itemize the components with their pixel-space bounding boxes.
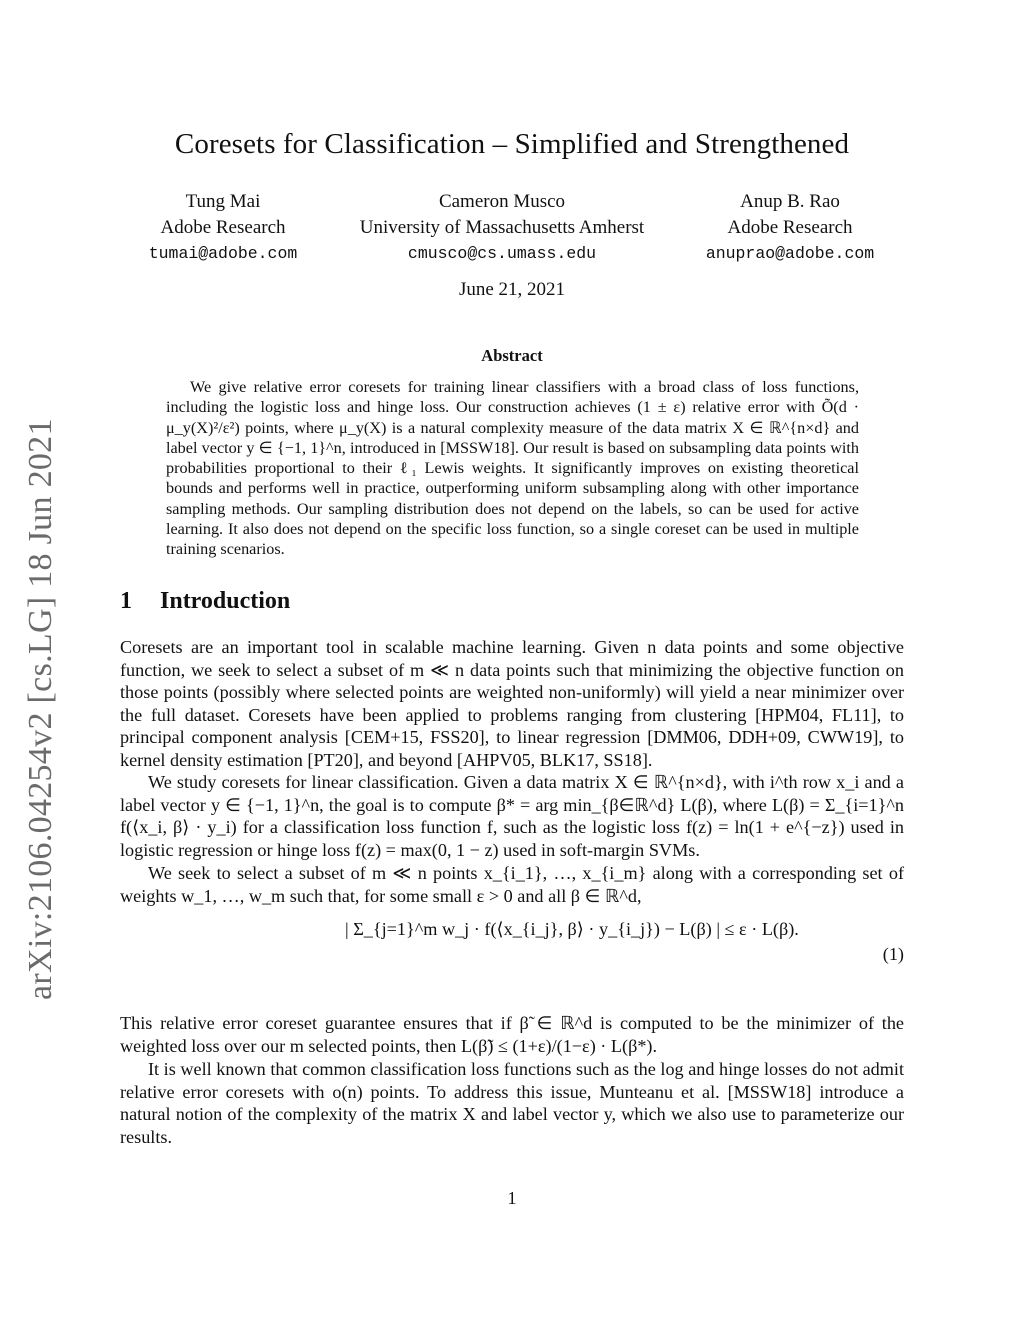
author-email[interactable]: anuprao@adobe.com (705, 244, 875, 263)
author-block-3 (690, 189, 890, 267)
arxiv-identifier: arXiv:2106.04254v2 [cs.LG] 18 Jun 2021 (22, 418, 59, 1000)
section-number: 1 (120, 588, 132, 614)
author-affiliation: University of Massachusetts Amherst (359, 217, 645, 238)
intro-paragraph-3: We seek to select a subset of m ≪ n points x_{i_1}, …, x_{i_m} along with a corresponding set of weights w_1, …, w_m such that, for some small ε > 0 and all β ∈ ℝ^d, (120, 863, 904, 906)
author-name: Cameron Musco (438, 191, 566, 212)
author-name: Anup B. Rao (740, 191, 840, 212)
paragraph-coreset-guarantee: This relative error coreset guarantee ensures that if β̃ ∈ ℝ^d is computed to be the minimizer of the weighted loss over our m selected points, then L(β̃) ≤ (1+ε)/(1−ε) · L(β*). (120, 1013, 904, 1056)
abstract-text: We give relative error coresets for training linear classifiers with a broad class of loss functions, including the logistic loss and hinge loss. Our construction achieves (1 ± ε) relative error with Õ(d · μ_y(X)²/ε²) points, where μ_y(X) is a natural complexity measure of the data matrix X ∈ ℝ^{n×d} and label vector y ∈ {−1, 1}^n, introduced in [MSSW18]. Our result is based on subsampling data points with probabilities proportional to their ℓ₁ Lewis weights. It significantly improves on existing theoretical bounds and performs well in practice, outperforming uniform subsampling along with other importance sampling methods. Our sampling distribution does not depend on the labels, so can be used for active learning. It also does not depend on the specific loss function, so a single coreset can be used in multiple training scenarios. (166, 378, 859, 559)
equation-1: | Σ_{j=1}^m w_j · f(⟨x_{i_j}, β⟩ · y_{i_j}) − L(β) | ≤ ε · L(β). (345, 919, 799, 939)
abstract-heading: Abstract (481, 346, 543, 365)
author-affiliation: Adobe Research (727, 217, 853, 238)
author-email[interactable]: cmusco@cs.umass.edu (407, 244, 597, 263)
publication-date: June 21, 2021 (458, 279, 566, 300)
equation-number: (1) (882, 944, 904, 964)
paper-title: Coresets for Classification – Simplified and Strengthened (174, 128, 850, 160)
author-block-1 (123, 189, 323, 267)
page-number: 1 (507, 1188, 517, 1208)
author-affiliation: Adobe Research (160, 217, 286, 238)
author-name: Tung Mai (185, 191, 261, 212)
intro-paragraph-1: Coresets are an important tool in scalable machine learning. Given n data points and some objective function, we seek to select a subset of m ≪ n data points such that minimizing the objective function on those points (possibly where selected points are weighted non-uniformly) will yield a near minimizer over the full dataset. Coresets have been applied to problems ranging from clustering [HPM04, FL11], to principal component analysis [CEM+15, FSS20], to linear regression [DMM06, DDH+09, CWW19], to kernel density estimation [PT20], and beyond [AHPV05, BLK17, SS18]. (120, 637, 904, 770)
author-email[interactable]: tumai@adobe.com (148, 244, 298, 263)
author-block-2 (332, 189, 672, 267)
paragraph-complexity: It is well known that common classification loss functions such as the log and hinge losses do not admit relative error coresets with o(n) points. To address this issue, Munteanu et al. [MSSW18] introduce a natural notion of the complexity of the matrix X and label vector y, which we also use to parameterize our results. (120, 1059, 904, 1147)
section-title: Introduction (160, 588, 291, 614)
intro-paragraph-2: We study coresets for linear classification. Given a data matrix X ∈ ℝ^{n×d}, with i^th row x_i and a label vector y ∈ {−1, 1}^n, the goal is to compute β* = arg min_{β∈ℝ^d} L(β), where L(β) = Σ_{i=1}^n f(⟨x_i, β⟩ · y_i) for a classification loss function f, such as the logistic loss f(z) = ln(1 + e^{−z}) used in logistic regression or hinge loss f(z) = max(0, 1 − z) used in soft-margin SVMs. (120, 772, 904, 860)
section-heading (120, 588, 290, 615)
